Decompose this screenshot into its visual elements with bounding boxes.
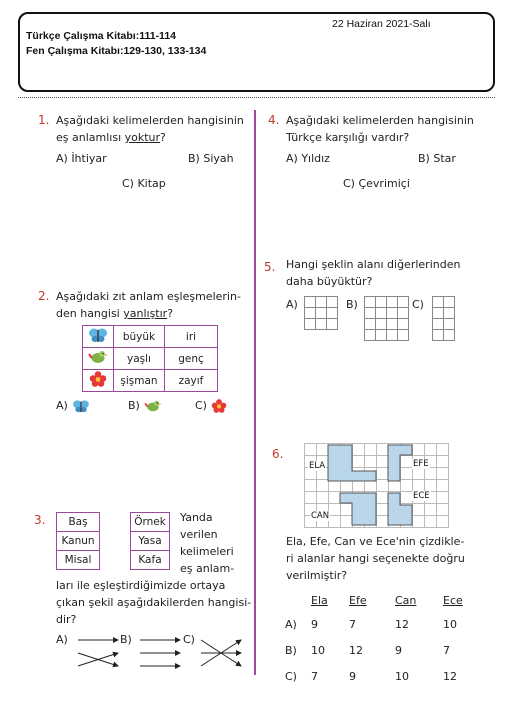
q6-text: Ela, Efe, Can ve Ece'nin çizdikle- ri alanlar hangi seçenekte doğru verilmiştir? xyxy=(286,535,465,582)
butterfly-icon xyxy=(71,399,91,413)
q2-pairs-table xyxy=(82,325,218,392)
q2-option-a[interactable]: A) xyxy=(56,399,91,413)
ece-shape xyxy=(388,493,412,525)
q4-option-c[interactable]: C) Çevrimiçi xyxy=(343,177,410,190)
q3-left-word: Kanun xyxy=(57,532,99,551)
q5-shape-c xyxy=(432,296,455,341)
q6-option-c[interactable]: C) 7 9 10 12 xyxy=(285,669,457,683)
q2-right-word: iri xyxy=(165,326,218,348)
q3-right-words xyxy=(130,512,170,570)
q3-option-a[interactable]: A) xyxy=(56,633,68,646)
q3-left-word: Misal xyxy=(64,554,92,566)
q3-option-c[interactable]: C) xyxy=(183,633,195,646)
bird-icon xyxy=(143,399,163,413)
q5-text: Hangi şeklin alanı diğerlerinden daha büyüktür? xyxy=(286,258,461,288)
q6-option-b[interactable]: B) 10 12 9 7 xyxy=(285,643,450,657)
q2-option-b[interactable]: B) xyxy=(128,399,163,413)
header-line-2: Fen Çalışma Kitabı:129-130, 133-134 xyxy=(26,45,207,57)
q3-number: 3. xyxy=(34,513,46,527)
efe-label: EFE xyxy=(413,459,429,469)
cross-arrows-diagram xyxy=(199,635,245,671)
date-label: 22 Haziran 2021-Salı xyxy=(332,18,431,30)
table-row xyxy=(284,589,474,611)
q6-grid xyxy=(304,443,449,528)
column-header: Ela xyxy=(311,593,328,607)
q6-answer-table xyxy=(284,589,474,689)
column-divider xyxy=(254,110,256,675)
table-row xyxy=(83,370,218,392)
q2-left-word: şişman xyxy=(114,370,165,392)
q1-text: Aşağıdaki kelimelerden hangisinin eş anlamlısı yoktur? xyxy=(56,114,244,144)
efe-shape xyxy=(388,445,412,481)
q2-left-word: büyük xyxy=(114,326,165,348)
q1-option-b[interactable]: B) Siyah xyxy=(188,152,234,165)
q3-right-word: Kafa xyxy=(138,554,162,566)
table-row xyxy=(83,326,218,348)
parallel-arrows-diagram xyxy=(138,635,184,671)
q4-text: Aşağıdaki kelimelerden hangisinin Türkçe karşılığı vardır? xyxy=(286,114,474,144)
column-header: Ece xyxy=(443,593,463,607)
bird-icon xyxy=(83,348,114,370)
flower-icon xyxy=(210,399,228,413)
q5-shape-a xyxy=(304,296,338,330)
q3-option-b[interactable]: B) xyxy=(120,633,132,646)
q3-body-text: ları ile eşleştirdiğimizde ortaya çıkan şekil aşağıdakilerden hangisi- dir? xyxy=(56,579,252,626)
q5-option-c[interactable]: C) xyxy=(412,298,424,311)
q4-number: 4. xyxy=(268,113,280,127)
ece-label: ECE xyxy=(413,491,430,501)
can-shape xyxy=(340,493,376,525)
q3-right-word: Örnek xyxy=(131,513,169,532)
q5-option-b[interactable]: B) xyxy=(346,298,358,311)
column-header: Can xyxy=(395,593,417,607)
ela-label: ELA xyxy=(309,461,326,471)
q5-shape-b xyxy=(364,296,409,341)
q6-number: 6. xyxy=(272,447,284,461)
table-row xyxy=(83,348,218,370)
can-label: CAN xyxy=(311,511,330,521)
column-header: Efe xyxy=(349,593,367,607)
q1-option-a[interactable]: A) İhtiyar xyxy=(56,152,107,165)
q2-right-word: genç xyxy=(165,348,218,370)
q2-option-c[interactable]: C) xyxy=(195,399,228,413)
q4-option-a[interactable]: A) Yıldız xyxy=(286,152,330,165)
flower-icon xyxy=(83,370,114,392)
q3-side-text: Yanda verilen kelimeleri eş anlam- xyxy=(180,511,235,575)
separator xyxy=(18,97,495,98)
q2-left-word: yaşlı xyxy=(114,348,165,370)
q5-number: 5. xyxy=(264,260,276,274)
q2-right-word: zayıf xyxy=(165,370,218,392)
header-line-1: Türkçe Çalışma Kitabı:111-114 xyxy=(26,30,176,42)
q1-number: 1. xyxy=(38,113,50,127)
q3-right-word: Yasa xyxy=(131,532,169,551)
q1-option-c[interactable]: C) Kitap xyxy=(122,177,166,190)
ela-shape xyxy=(328,445,376,481)
q6-option-a[interactable]: A) 9 7 12 10 xyxy=(285,617,457,631)
q3-left-word: Baş xyxy=(57,513,99,532)
q3-left-words xyxy=(56,512,100,570)
q4-option-b[interactable]: B) Star xyxy=(418,152,456,165)
butterfly-icon xyxy=(83,326,114,348)
crossed-arrows-diagram xyxy=(76,635,122,671)
q2-text: Aşağıdaki zıt anlam eşleşmelerin- den hangisi yanlıştır? xyxy=(56,290,241,320)
q5-option-a[interactable]: A) xyxy=(286,298,298,311)
q2-number: 2. xyxy=(38,289,50,303)
